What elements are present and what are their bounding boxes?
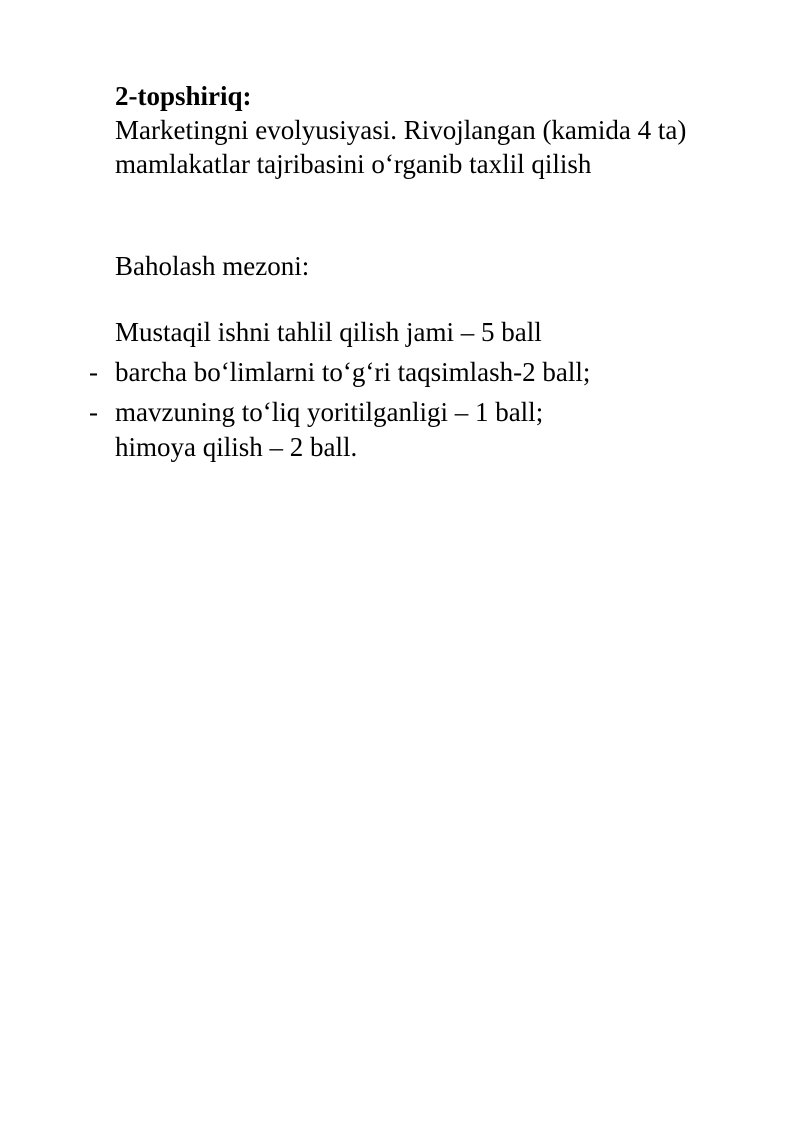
criteria-title: Baholash mezoni:: [115, 251, 310, 281]
criteria-item-2: mavzuning to‘liq yoritilganligi – 1 ball;: [115, 397, 544, 427]
criteria-item-1: barcha bo‘limlarni to‘g‘ri taqsimlash-2 ball;: [115, 357, 591, 387]
criteria-total: Mustaqil ishni tahlil qilish jami – 5 ball: [115, 317, 542, 347]
list-bullet-2: -: [89, 397, 98, 427]
task-description-line-1: Marketingni evolyusiyasi. Rivojlangan (kamida 4 ta): [115, 115, 687, 145]
list-bullet-1: -: [89, 357, 98, 387]
task-heading: 2-topshiriq:: [115, 81, 252, 111]
criteria-item-3: himoya qilish – 2 ball.: [115, 432, 358, 462]
task-description-line-2: mamlakatlar tajribasini o‘rganib taxlil qilish: [115, 149, 592, 179]
